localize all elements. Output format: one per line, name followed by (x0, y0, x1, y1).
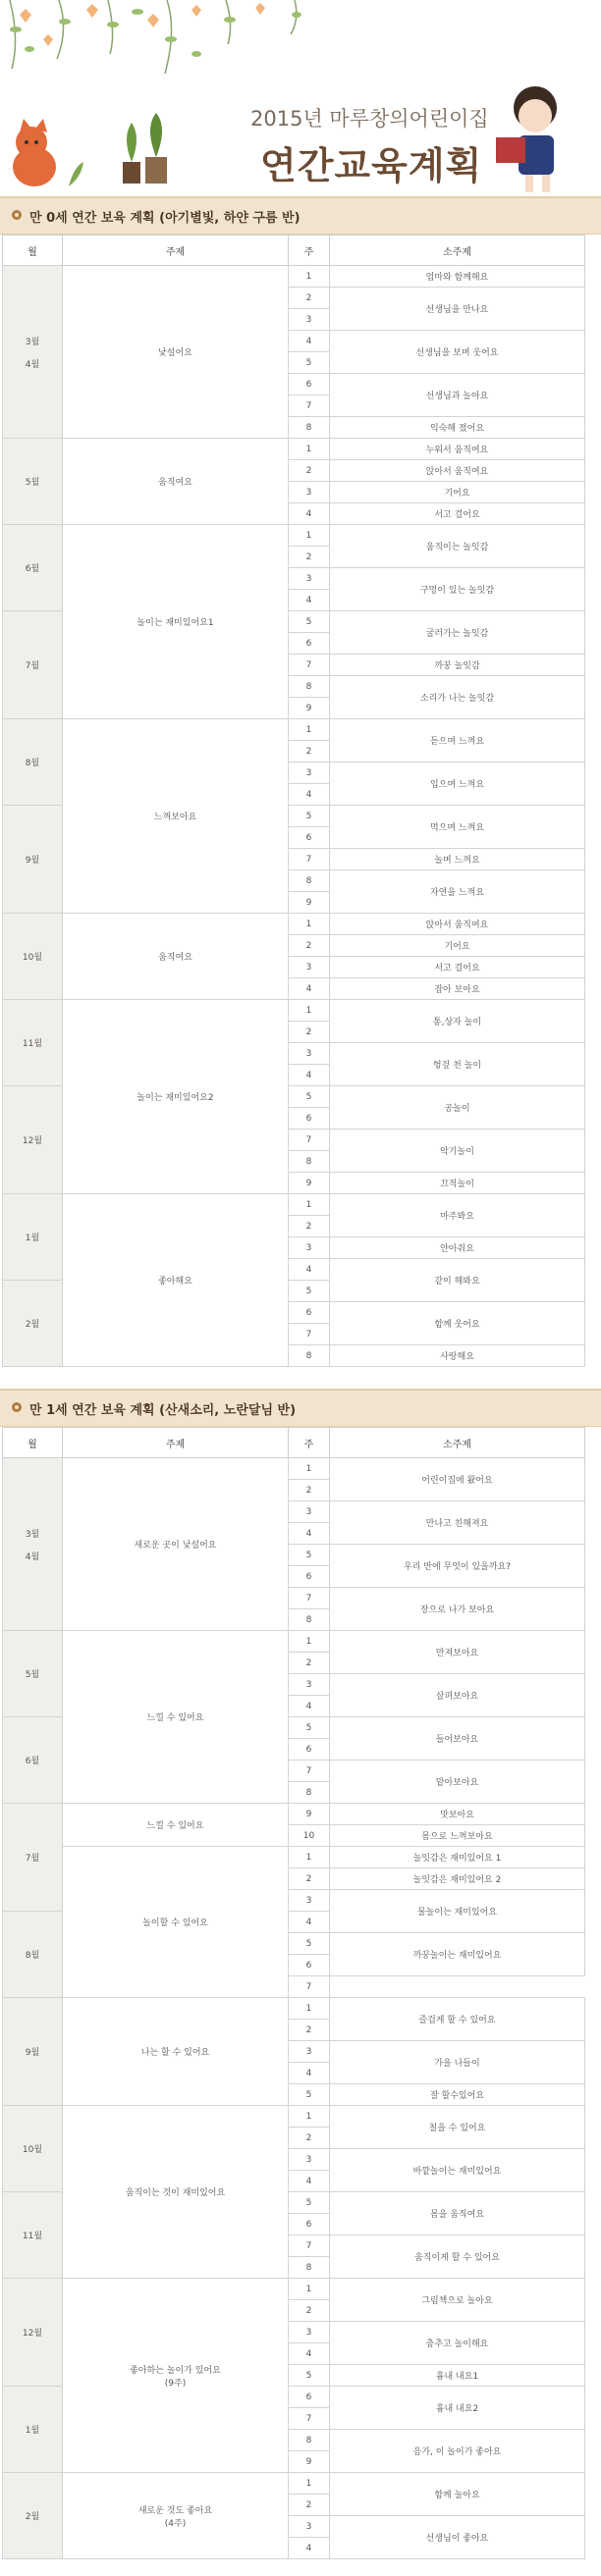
week-cell: 7 (289, 655, 330, 676)
week-cell: 2 (289, 741, 330, 762)
table-row (3, 1998, 585, 2020)
week-cell: 3 (289, 1237, 330, 1259)
table-row (3, 2279, 585, 2300)
subtopic-cell: 물놀이는 재미있어요 (330, 1890, 585, 1933)
month-cell: 12월 (3, 1086, 63, 1194)
week-cell: 2 (289, 2300, 330, 2322)
week-cell: 8 (289, 2257, 330, 2279)
week-cell: 4 (289, 1065, 330, 1086)
subtopic-cell: 안아줘요 (330, 1237, 585, 1259)
subtopic-cell: 놀며 느껴요 (330, 849, 585, 870)
month-cell: 8월 (3, 719, 63, 806)
subtopic-cell: 사랑해요 (330, 1345, 585, 1367)
week-cell: 3 (289, 2149, 330, 2171)
daycare-name: 2015년 마루창의어린이집 (250, 107, 489, 131)
table-row (3, 719, 585, 741)
topic-cell: 나는 할 수 있어요 (63, 1998, 289, 2106)
week-cell: 1 (289, 1458, 330, 1480)
week-cell: 1 (289, 914, 330, 935)
table-row (3, 1194, 585, 1216)
subtopic-header: 소주제 (330, 1428, 585, 1458)
week-cell: 6 (289, 374, 330, 395)
table-row (3, 1458, 585, 1480)
subtopic-cell: 바깥놀이는 재미있어요 (330, 2149, 585, 2192)
page-title: 연간교육계획 (260, 144, 483, 187)
cat-illustration (13, 119, 56, 186)
month-cell: 9월 (3, 1998, 63, 2106)
week-cell: 1 (289, 1000, 330, 1022)
bullet-icon (12, 1402, 22, 1412)
subtopic-cell: 몸을 움직여요 (330, 2192, 585, 2235)
week-cell: 5 (289, 1933, 330, 1955)
week-cell: 5 (289, 1281, 330, 1302)
subtopic-cell: 선생님이 좋아요 (330, 2516, 585, 2559)
subtopic-header: 소주제 (330, 236, 585, 266)
week-cell: 1 (289, 2279, 330, 2300)
month-cell: 6월 (3, 1717, 63, 1804)
subtopic-cell: 까꿍 놀잇감 (330, 655, 585, 676)
subtopic-cell: 굴러가는 놀잇감 (330, 611, 585, 655)
week-cell: 7 (289, 1588, 330, 1609)
subtopic-cell: 먹으며 느껴요 (330, 806, 585, 849)
topic-cell: 움직여요 (63, 439, 289, 525)
topic-cell: 느낄 수 있어요 (63, 1804, 289, 1847)
subtopic-cell: 악기놀이 (330, 1130, 585, 1173)
week-cell: 6 (289, 1302, 330, 1324)
subtopic-cell: 맛보아요 (330, 1804, 585, 1825)
week-cell: 3 (289, 568, 330, 590)
month-cell: 8월 (3, 1912, 63, 1998)
week-cell: 1 (289, 1194, 330, 1216)
week-cell: 7 (289, 1976, 330, 1998)
week-cell: 5 (289, 352, 330, 374)
week-cell: 3 (289, 1674, 330, 1696)
week-cell: 4 (289, 2538, 330, 2559)
subtopic-cell: 선생님을 보며 웃어요 (330, 331, 585, 374)
month-cell: 1월 (3, 2387, 63, 2473)
week-cell: 9 (289, 892, 330, 914)
week-cell: 9 (289, 698, 330, 719)
week-cell: 4 (289, 1696, 330, 1717)
week-cell: 7 (289, 1324, 330, 1345)
week-cell: 2 (289, 1868, 330, 1890)
plan-table (2, 235, 585, 1367)
week-cell: 5 (289, 1717, 330, 1739)
subtopic-cell: 잘 할수있어요 (330, 2084, 585, 2106)
week-cell: 2 (289, 288, 330, 309)
month-cell: 2월 (3, 1281, 63, 1367)
week-cell: 4 (289, 503, 330, 525)
subtopic-cell: 공놀이 (330, 1086, 585, 1130)
topic-cell: 움직이는 것이 재미있어요 (63, 2106, 289, 2279)
week-cell: 4 (289, 2063, 330, 2084)
week-cell: 2 (289, 2020, 330, 2041)
week-cell: 3 (289, 2516, 330, 2538)
week-cell: 3 (289, 1501, 330, 1523)
section-header (0, 1389, 601, 1427)
subtopic-cell: 서고 걸어요 (330, 503, 585, 525)
subtopic-cell: 소리가 나는 놀잇감 (330, 676, 585, 719)
week-cell: 6 (289, 2387, 330, 2408)
subtopic-cell: 마주봐요 (330, 1194, 585, 1237)
week-cell: 1 (289, 719, 330, 741)
page-header (0, 0, 601, 196)
month-cell: 10월 (3, 914, 63, 1000)
plan-sections (0, 196, 601, 2559)
section-title: 만 0세 연간 보육 계획 (아기별빛, 하얀 구름 반) (29, 211, 300, 226)
week-cell: 9 (289, 1173, 330, 1194)
subtopic-cell: 선생님과 놀아요 (330, 374, 585, 417)
table-row (3, 1631, 585, 1653)
week-cell: 5 (289, 2365, 330, 2387)
month-header: 월 (3, 236, 63, 266)
subtopic-cell: 맡아보아요 (330, 1761, 585, 1804)
month-cell: 3월 4월 (3, 266, 63, 439)
subtopic-cell: 그림책으로 놀아요 (330, 2279, 585, 2322)
week-cell: 5 (289, 2192, 330, 2214)
month-cell: 1월 (3, 1194, 63, 1281)
bullet-icon (12, 210, 22, 220)
table-row (3, 1000, 585, 1022)
week-cell: 4 (289, 784, 330, 806)
week-cell: 2 (289, 2128, 330, 2149)
week-cell: 9 (289, 2451, 330, 2473)
week-cell: 5 (289, 1545, 330, 1566)
subtopic-cell: 통,상자 놀이 (330, 1000, 585, 1043)
month-cell: 5월 (3, 439, 63, 525)
subtopic-cell: 춤추고 놀이해요 (330, 2322, 585, 2365)
week-cell: 3 (289, 309, 330, 331)
week-cell: 1 (289, 266, 330, 288)
subtopic-cell: 듣으며 느껴요 (330, 719, 585, 762)
week-cell: 7 (289, 1130, 330, 1151)
subtopic-cell: 구멍이 있는 놀잇감 (330, 568, 585, 611)
subtopic-cell: 만져보아요 (330, 1631, 585, 1674)
week-cell: 4 (289, 2343, 330, 2365)
week-cell: 5 (289, 1086, 330, 1108)
subtopic-cell: 즐겁게 할 수 있어요 (330, 1998, 585, 2041)
week-cell: 1 (289, 2106, 330, 2128)
subtopic-cell: 까꿍놀이는 재미있어요 (330, 1933, 585, 1976)
subtopic-cell: 누워서 움직여요 (330, 439, 585, 460)
week-cell: 2 (289, 2495, 330, 2516)
week-cell: 4 (289, 2171, 330, 2192)
week-cell: 6 (289, 633, 330, 655)
subtopic-cell: 살펴보아요 (330, 1674, 585, 1717)
week-cell: 6 (289, 1566, 330, 1588)
table-row (3, 266, 585, 288)
week-cell: 9 (289, 1804, 330, 1825)
week-cell: 7 (289, 2235, 330, 2257)
girl-reading-illustration (496, 86, 557, 192)
month-cell: 11월 (3, 1000, 63, 1086)
month-cell: 6월 (3, 525, 63, 611)
week-cell: 2 (289, 935, 330, 957)
topic-cell: 느낄 수 있어요 (63, 1631, 289, 1804)
week-cell: 8 (289, 2430, 330, 2451)
subtopic-cell: 흉내 내요1 (330, 2365, 585, 2387)
week-cell: 8 (289, 417, 330, 439)
subtopic-cell: 들어보아요 (330, 1717, 585, 1761)
subtopic-cell: 칠을 수 있어요 (330, 2106, 585, 2149)
section-header (0, 196, 601, 235)
topic-cell: 새로운 것도 좋아요 (4주) (63, 2473, 289, 2559)
week-cell: 2 (289, 547, 330, 568)
week-cell: 2 (289, 1480, 330, 1501)
table-row (3, 2473, 585, 2495)
week-cell: 8 (289, 676, 330, 698)
week-cell: 3 (289, 2041, 330, 2063)
week-cell: 3 (289, 762, 330, 784)
week-cell: 2 (289, 1022, 330, 1043)
section-spacer (0, 1367, 601, 1389)
subtopic-cell: 우리 반에 무엇이 있을까요? (330, 1545, 585, 1588)
subtopic-cell: 서고 걸어요 (330, 957, 585, 978)
week-cell: 8 (289, 1345, 330, 1367)
table-row (3, 914, 585, 935)
week-cell: 4 (289, 1523, 330, 1545)
week-cell: 1 (289, 1631, 330, 1653)
month-cell: 7월 (3, 1804, 63, 1912)
week-cell: 6 (289, 1955, 330, 1976)
topic-header: 주제 (63, 236, 289, 266)
month-header: 월 (3, 1428, 63, 1458)
section-title: 만 1세 연간 보육 계획 (산새소리, 노란달님 반) (29, 1403, 297, 1418)
week-cell: 1 (289, 2473, 330, 2495)
week-cell: 3 (289, 482, 330, 503)
week-cell: 3 (289, 1043, 330, 1065)
subtopic-cell: 앉아서 움직여요 (330, 460, 585, 482)
week-cell: 3 (289, 1890, 330, 1912)
subtopic-cell: 움직이는 놀잇감 (330, 525, 585, 568)
subtopic-cell: 끄적놀이 (330, 1173, 585, 1194)
week-cell: 8 (289, 1782, 330, 1804)
week-cell: 1 (289, 525, 330, 547)
week-header: 주 (289, 1428, 330, 1458)
month-cell: 11월 (3, 2192, 63, 2279)
topic-cell: 새로운 곳이 낯설어요 (63, 1458, 289, 1631)
week-cell: 5 (289, 611, 330, 633)
topic-cell: 놀이는 재미있어요1 (63, 525, 289, 719)
week-header: 주 (289, 236, 330, 266)
subtopic-cell: 자연을 느껴요 (330, 870, 585, 914)
subtopic-cell: 기어요 (330, 935, 585, 957)
week-cell: 4 (289, 331, 330, 352)
week-cell: 1 (289, 1847, 330, 1868)
week-cell: 6 (289, 2214, 330, 2235)
subtopic-cell: 기어요 (330, 482, 585, 503)
week-cell: 10 (289, 1825, 330, 1847)
week-cell: 2 (289, 1216, 330, 1237)
topic-cell: 좋아하는 놀이가 있어요 (9주) (63, 2279, 289, 2473)
subtopic-cell: 몸으로 느껴보아요 (330, 1825, 585, 1847)
table-row (3, 439, 585, 460)
month-cell: 3월 4월 (3, 1458, 63, 1631)
week-cell: 5 (289, 806, 330, 827)
subtopic-cell: 음가, 이 놀이가 좋아요 (330, 2430, 585, 2473)
subtopic-cell: 흉내 내요2 (330, 2387, 585, 2430)
week-cell: 8 (289, 1151, 330, 1173)
subtopic-cell: 어린이집에 왔어요 (330, 1458, 585, 1501)
month-cell: 12월 (3, 2279, 63, 2387)
subtopic-cell: 놀잇감은 재미있어요 1 (330, 1847, 585, 1868)
week-cell: 3 (289, 957, 330, 978)
subtopic-cell: 함께 놀아요 (330, 2473, 585, 2516)
week-cell: 5 (289, 2084, 330, 2106)
subtopic-cell: 함께 웃어요 (330, 1302, 585, 1345)
table-row (3, 1847, 585, 1868)
month-cell: 7월 (3, 611, 63, 719)
week-cell: 1 (289, 1998, 330, 2020)
week-cell: 6 (289, 1108, 330, 1130)
subtopic-cell: 익숙해 졌어요 (330, 417, 585, 439)
week-cell: 4 (289, 978, 330, 1000)
week-cell: 2 (289, 1653, 330, 1674)
month-cell: 2월 (3, 2473, 63, 2559)
week-cell: 3 (289, 2322, 330, 2343)
week-cell: 8 (289, 870, 330, 892)
subtopic-cell: 선생님을 만나요 (330, 288, 585, 331)
week-cell: 4 (289, 590, 330, 611)
week-cell: 6 (289, 827, 330, 849)
table-header-row (3, 1428, 585, 1458)
subtopic-cell: 가을 나들이 (330, 2041, 585, 2084)
plan-table (2, 1427, 585, 2559)
topic-cell: 놀이할 수 있어요 (63, 1847, 289, 1998)
table-row (3, 525, 585, 547)
week-cell: 6 (289, 1739, 330, 1761)
subtopic-cell: 만나고 친해져요 (330, 1501, 585, 1545)
week-cell: 2 (289, 460, 330, 482)
subtopic-cell: 헝겊 천 놀이 (330, 1043, 585, 1086)
subtopic-cell: 잡아 보아요 (330, 978, 585, 1000)
table-row (3, 2106, 585, 2128)
subtopic-cell: 앉아서 움직여요 (330, 914, 585, 935)
topic-header: 주제 (63, 1428, 289, 1458)
week-cell: 7 (289, 1761, 330, 1782)
week-cell: 4 (289, 1259, 330, 1281)
subtopic-cell: 장으로 나가 보아요 (330, 1588, 585, 1631)
week-cell: 7 (289, 849, 330, 870)
table-header-row (3, 236, 585, 266)
subtopic-cell: 엄마와 함께해요 (330, 266, 585, 288)
topic-cell: 느껴보아요 (63, 719, 289, 914)
week-cell: 4 (289, 1912, 330, 1933)
week-cell: 7 (289, 2408, 330, 2430)
week-cell: 1 (289, 439, 330, 460)
month-cell: 10월 (3, 2106, 63, 2192)
topic-cell: 놀이는 재미있어요2 (63, 1000, 289, 1194)
subtopic-cell: 움직이게 할 수 있어요 (330, 2235, 585, 2279)
topic-cell: 좋아해요 (63, 1194, 289, 1367)
subtopic-cell: 입으며 느껴요 (330, 762, 585, 806)
week-cell: 7 (289, 395, 330, 417)
subtopic-cell: 놀잇감은 재미있어요 2 (330, 1868, 585, 1890)
topic-cell: 낯설어요 (63, 266, 289, 439)
week-cell: 8 (289, 1609, 330, 1631)
month-cell: 9월 (3, 806, 63, 914)
month-cell: 5월 (3, 1631, 63, 1717)
table-row (3, 1804, 585, 1825)
topic-cell: 움직여요 (63, 914, 289, 1000)
subtopic-cell: 같이 해봐요 (330, 1259, 585, 1302)
